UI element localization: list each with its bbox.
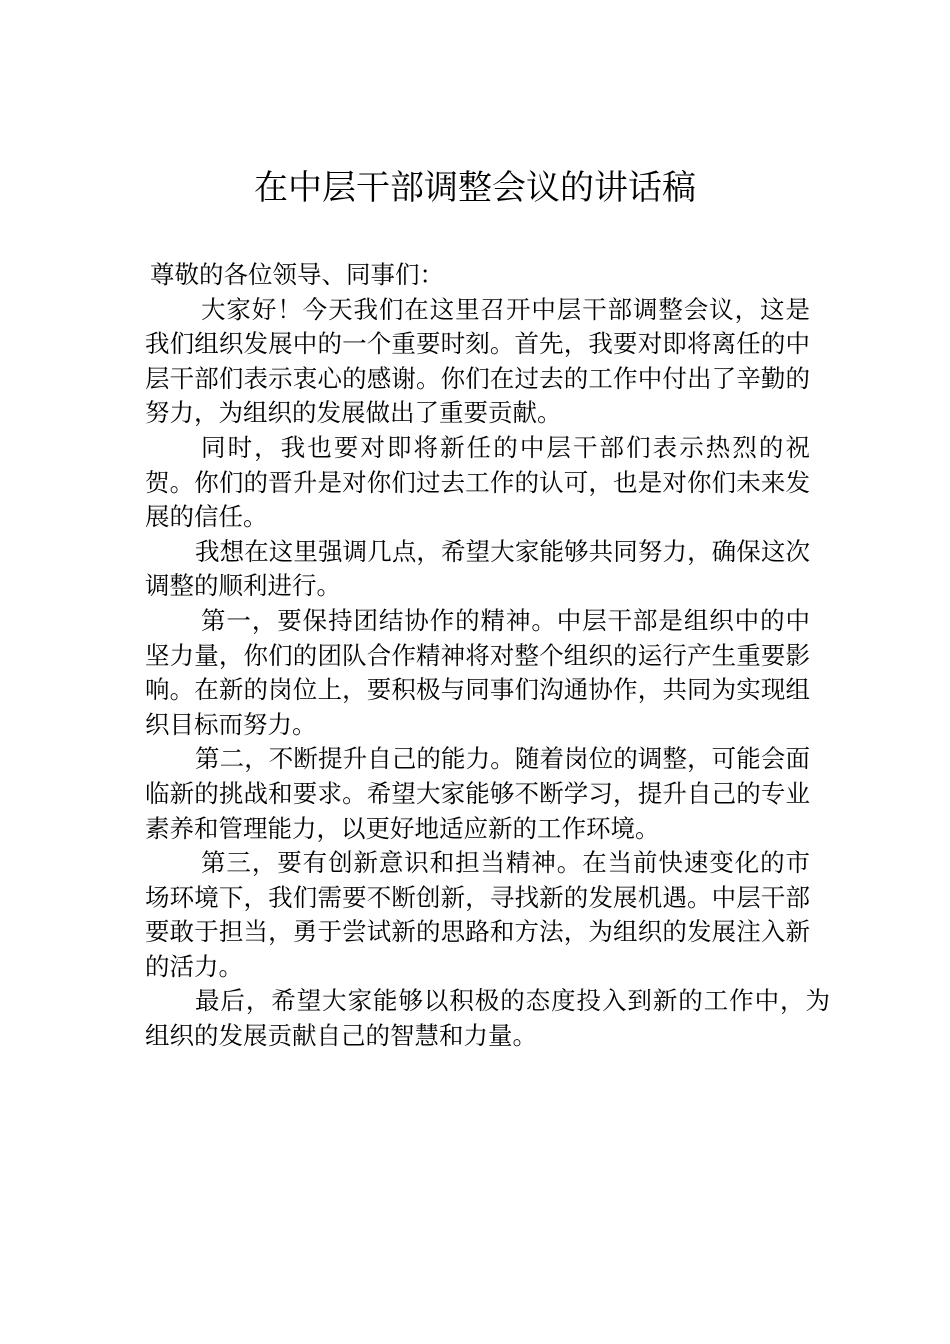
paragraph-point-one: 第一，要保持团结协作的精神。中层干部是组织中的中坚力量，你们的团队合作精神将对整个组织的运行产生重要影响。在新的岗位上，要积极与同事们沟通协作，共同为实现组织目标而努力。 (145, 605, 810, 739)
document-title: 在中层干部调整会议的讲话稿 (254, 168, 696, 208)
paragraph-emphasis: 我想在这里强调几点，希望大家能够共同努力，确保这次调整的顺利进行。 (145, 536, 810, 601)
document-body (145, 258, 830, 1054)
paragraph-point-three: 第三，要有创新意识和担当精神。在当前快速变化的市场环境下，我们需要不断创新，寻找新的发展机遇。中层干部要敢于担当，勇于尝试新的思路和方法，为组织的发展注入新的活力。 (145, 848, 810, 981)
paragraph-congratulations: 同时，我也要对即将新任的中层干部们表示热烈的祝贺。你们的晋升是对你们过去工作的认可，也是对你们未来发展的信任。 (145, 432, 810, 532)
paragraph-opening: 大家好！今天我们在这里召开中层干部调整会议，这是我们组织发展中的一个重要时刻。首先，我要对即将离任的中层干部们表示衷心的感谢。你们在过去的工作中付出了辛勤的努力，为组织的发展做出了重要贡献。 (145, 294, 810, 428)
paragraph-closing: 最后，希望大家能够以积极的态度投入到新的工作中，为组织的发展贡献自己的智慧和力量。 (145, 986, 830, 1051)
greeting: 尊敬的各位领导、同事们： (150, 260, 444, 289)
paragraph-point-two: 第二，不断提升自己的能力。随着岗位的调整，可能会面临新的挑战和要求。希望大家能够不断学习，提升自己的专业素养和管理能力，以更好地适应新的工作环境。 (145, 744, 810, 843)
